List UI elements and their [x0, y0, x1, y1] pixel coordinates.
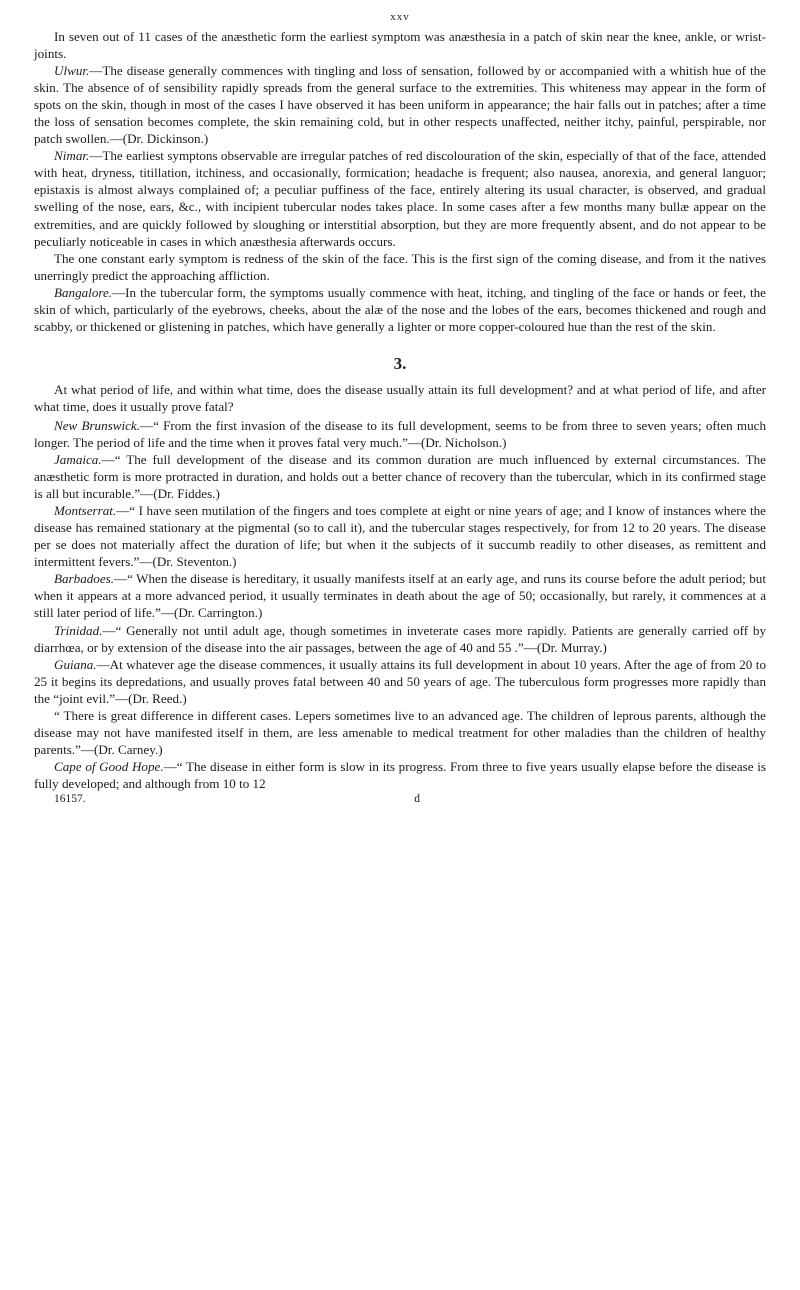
- paragraph-text: —“ I have seen mutilation of the fingers and toes complete at eight or nine years of age; and I know of instances where the disease has remained stationary at the pigmental (so to call it), and the tubercular stages respectively, for from 12 to 20 years. The disease per se does not materially affect the duration of life; but when it the subjects of it succumb readily to other diseases, as remittent and intermittent fevers.”—(Dr. Steventon.): [34, 503, 766, 570]
- paragraph-text: —“ From the first invasion of the disease to its full development, seems to be from three to seven years; often much longer. The period of life and the time when it proves fatal very much.”—(Dr. Nicholson.): [34, 417, 766, 450]
- paragraph-text: —“ The full development of the disease and its common duration are much influenced by external circumstances. The anæsthetic form is more protracted in duration, and holds out a better chance of recovery than the tubercular, which in its confirmed stage is all but incurable.”—(Dr. Fiddes.): [34, 452, 766, 502]
- paragraph: [34, 451, 766, 502]
- section-number: 3.: [393, 353, 407, 373]
- bottom-paragraphs: [34, 417, 766, 792]
- paragraph: [34, 250, 766, 284]
- paragraph-text: —“ Generally not until adult age, though sometimes in inveterate cases more rapidly. Patients are generally carried off by diarrhœa, or by extension of the disease into the air passages, between the age of 40 and 55 .”—(Dr. Murray.): [34, 622, 766, 655]
- paragraph-text: —“ The disease in either form is slow in its progress. From three to five years usually elapse before the disease is fully developed; and although from 10 to 12: [34, 758, 766, 791]
- paragraph-text: —“ When the disease is hereditary, it usually manifests itself at an early age, and runs its course before the adult period; but when it appears at a more advanced period, it usually terminates in death about the age of 50; occasionally, but rarely, it commences at a still later period of life.”—(Dr. Carrington.): [34, 571, 766, 621]
- page-footer: [34, 792, 766, 806]
- location-heading: Montserrat.: [54, 503, 117, 519]
- page-number: xxv: [390, 11, 410, 23]
- location-heading: Cape of Good Hope.: [54, 758, 164, 774]
- section-question: At what period of life, and within what time, does the disease usually attain its full development? and at what period of life, and after what time, does it usually prove fatal?: [34, 381, 766, 414]
- location-heading: Jamaica.: [54, 452, 102, 468]
- paragraph: [34, 62, 766, 147]
- paragraph-text: —At whatever age the disease commences, it usually attains its full development in about 10 years. After the age of from 20 to 25 it begins its depredations, and usually proves fatal between 40 and 50 years of age. The tuberculous form progresses more rapidly than the “joint evil.”—(Dr. Reed.): [34, 656, 766, 706]
- paragraph: [34, 707, 766, 758]
- paragraph: [34, 28, 766, 62]
- paragraph-text: —In the tubercular form, the symptoms usually commence with heat, itching, and tingling of the face or hands or feet, the skin of which, particularly of the eyebrows, cheeks, about the alæ of the nose and the lobes of the ears, becomes thickened and rough and scabby, or thickened or glistening in patches, which have generally a lighter or more copper-coloured hue than the rest of the skin.: [34, 284, 766, 334]
- paragraph-text: In seven out of 11 cases of the anæsthetic form the earliest symptom was anæsthesia in a patch of skin near the knee, ankle, or wrist-joints.: [34, 29, 766, 62]
- paragraph: [34, 758, 766, 792]
- location-heading: Ulwur.: [54, 63, 90, 79]
- paragraph-text: “ There is great difference in different cases. Lepers sometimes live to an advanced age. The children of leprous parents, although the disease may not have manifested itself in them, are less amenable to medical treatment for other maladies than the children of healthy parents.”—(Dr. Carney.): [34, 707, 766, 757]
- location-heading: Barbadoes.: [54, 571, 115, 587]
- signature-mark: d: [414, 792, 420, 805]
- paragraph: [34, 502, 766, 570]
- paragraph-text: —The earliest symptons observable are irregular patches of red discolouration of the skin, especially of that of the face, attended with heat, dryness, titillation, itchiness, and occasionally, formication; headache is frequent; also nausea, anorexia, and general languor; epistaxis is almost always complained of; a peculiar puffiness of the face, entirely altering its usual character, is observed, and gradual swelling of the nose, ears, &c., with incipient tubercular nodes takes place. In some cases after a few months many bullæ appear on the extremities, and are quickly followed by sloughing or interstitial absorption, but they are more frequently absent, and do not appear to be peculiarly noticeable in cases in which anæsthesia afterwards occurs.: [34, 148, 766, 249]
- location-heading: Guiana.: [54, 656, 97, 672]
- paragraph: [34, 284, 766, 335]
- paragraph: [34, 622, 766, 656]
- location-heading: New Brunswick.: [54, 417, 140, 433]
- paragraph: [34, 656, 766, 707]
- paragraph: [34, 417, 766, 451]
- location-heading: Nimar.: [54, 148, 90, 164]
- paragraph-text: —The disease generally commences with tingling and loss of sensation, followed by or accompanied with a whitish hue of the skin. The absence of of sensibility rapidly spreads from the general surface to the extremities. This whiteness may appear in the form of spots on the skin, though in most of the cases I have observed it has been uniform in appearance; the hair falls out in patches; after a time the loss of sensation becomes complete, the skin remaining cold, but in other respects unaffected, neither itchy, painful, perspirable, nor patch swollen.—(Dr. Dickinson.): [34, 63, 766, 147]
- top-paragraphs: [34, 28, 766, 335]
- location-heading: Bangalore.: [54, 284, 113, 300]
- location-heading: Trinidad.: [54, 622, 103, 638]
- paragraph: [34, 570, 766, 621]
- paragraph: [34, 147, 766, 249]
- print-code: 16157.: [54, 792, 86, 805]
- paragraph-text: The one constant early symptom is redness of the skin of the face. This is the first sign of the coming disease, and from it the natives unerringly predict the approaching affliction.: [34, 250, 766, 283]
